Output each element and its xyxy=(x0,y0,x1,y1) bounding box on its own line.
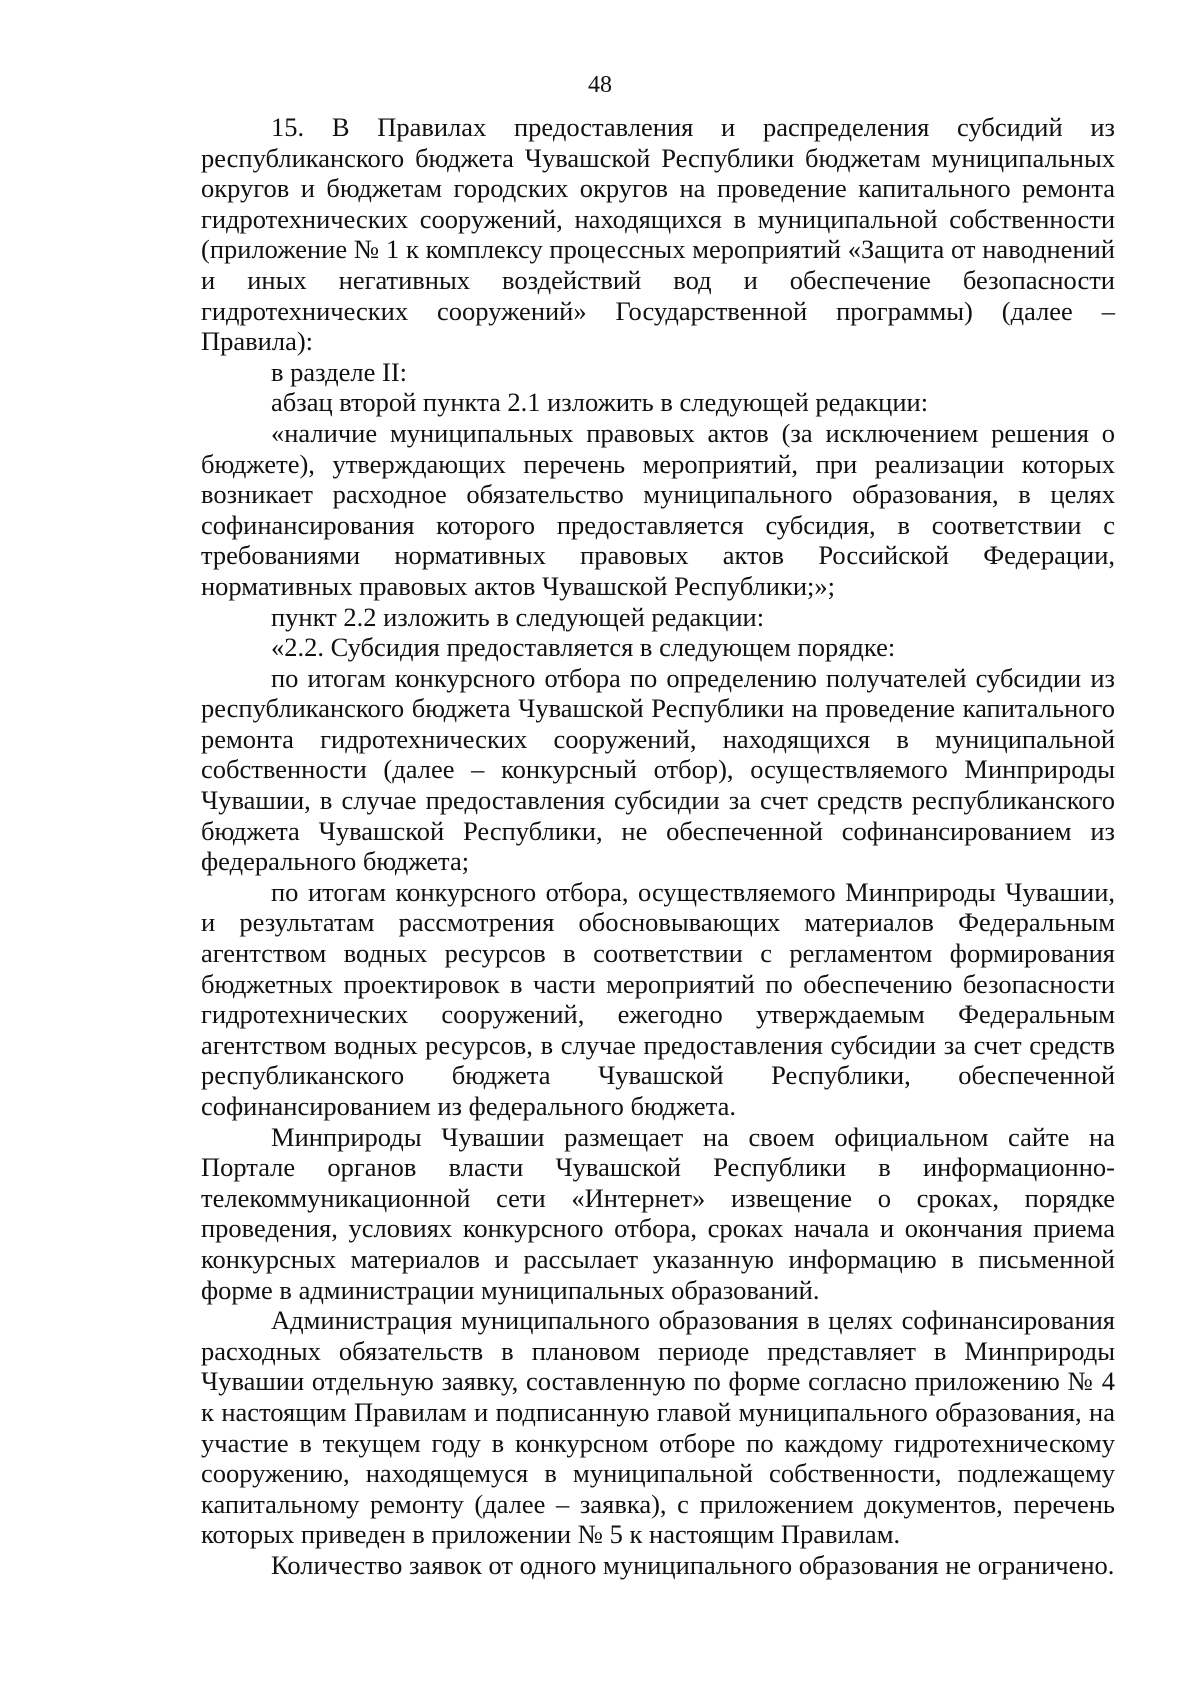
paragraph-clause-2-2-heading: «2.2. Субсидия предоставляется в следующем порядке: xyxy=(271,632,896,663)
paragraph-selection-federal: по итогам конкурсного отбора, осуществляемого Минприроды Чувашии, и результатам рассмотрения обосновывающих материалов Федеральным агентством водных ресурсов в соответствии с регламентом формирования бюджетных проектировок в части мероприятий по обеспечению безопасности гидротехнических сооружений, ежегодно утверждаемым Федеральным агентством водных ресурсов, в случае предоставления субсидии за счет средств республиканского бюджета Чувашской Республики, обеспеченной софинансированием из федерального бюджета. xyxy=(201,876,1115,1121)
paragraph-selection-regional: по итогам конкурсного отбора по определению получателей субсидии из республиканского бюджета Чувашской Республики на проведение капитального ремонта гидротехнических сооружений, находящихся в муниципальной собственности (далее – конкурсный отбор), осуществляемого Минприроды Чувашии, в случае предоставления субсидии за счет средств республиканского бюджета Чувашской Республики, не обеспеченной софинансированием из федерального бюджета; xyxy=(201,662,1115,877)
paragraph-clause-2-2-intro: пункт 2.2 изложить в следующей редакции: xyxy=(271,601,765,632)
paragraph-clause-2-1-text: «наличие муниципальных правовых актов (за исключением решения о бюджете), утверждающих перечень мероприятий, при реализации которых возникает расходное обязательство муниципального образования, в целях софинансирования которого предоставляется субсидия, в соответствии с требованиями нормативных правовых актов Российской Федерации, нормативных правовых актов Чувашской Республики;»; xyxy=(201,417,1115,601)
document-body xyxy=(201,112,1115,1581)
page-number: 48 xyxy=(588,72,612,98)
paragraph-section-ii: в разделе II: xyxy=(271,356,408,387)
paragraph-application-count: Количество заявок от одного муниципального образования не ограничено. xyxy=(271,1549,1115,1580)
paragraph-announcement: Минприроды Чувашии размещает на своем официальном сайте на Портале органов власти Чувашской Республики в информационно-телекоммуникационной сети «Интернет» извещение о сроках, порядке проведения, условиях конкурсного отбора, сроках начала и окончания приема конкурсных материалов и рассылает указанную информацию в письменной форме в администрации муниципальных образований. xyxy=(201,1121,1115,1305)
paragraph-application: Администрация муниципального образования в целях софинансирования расходных обязательств в плановом периоде представляет в Минприроды Чувашии отдельную заявку, составленную по форме согласно приложению № 4 к настоящим Правилам и подписанную главой муниципального образования, на участие в текущем году в конкурсном отборе по каждому гидротехническому сооружению, находящемуся в муниципальной собственности, подлежащему капитальному ремонту (далее – заявка), с приложением документов, перечень которых приведен в приложении № 5 к настоящим Правилам. xyxy=(201,1305,1115,1550)
paragraph-clause-2-1-intro: абзац второй пункта 2.1 изложить в следующей редакции: xyxy=(271,387,929,418)
paragraph-item-15: 15. В Правилах предоставления и распределения субсидий из республиканского бюджета Чувашской Республики бюджетам муниципальных округов и бюджетам городских округов на проведение капитального ремонта гидротехнических сооружений, находящихся в муниципальной собственности (приложение № 1 к комплексу процессных мероприятий «Защита от наводнений и иных негативных воздействий вод и обеспечение безопасности гидротехнических сооружений» Государственной программы) (далее – Правила): xyxy=(201,112,1115,357)
